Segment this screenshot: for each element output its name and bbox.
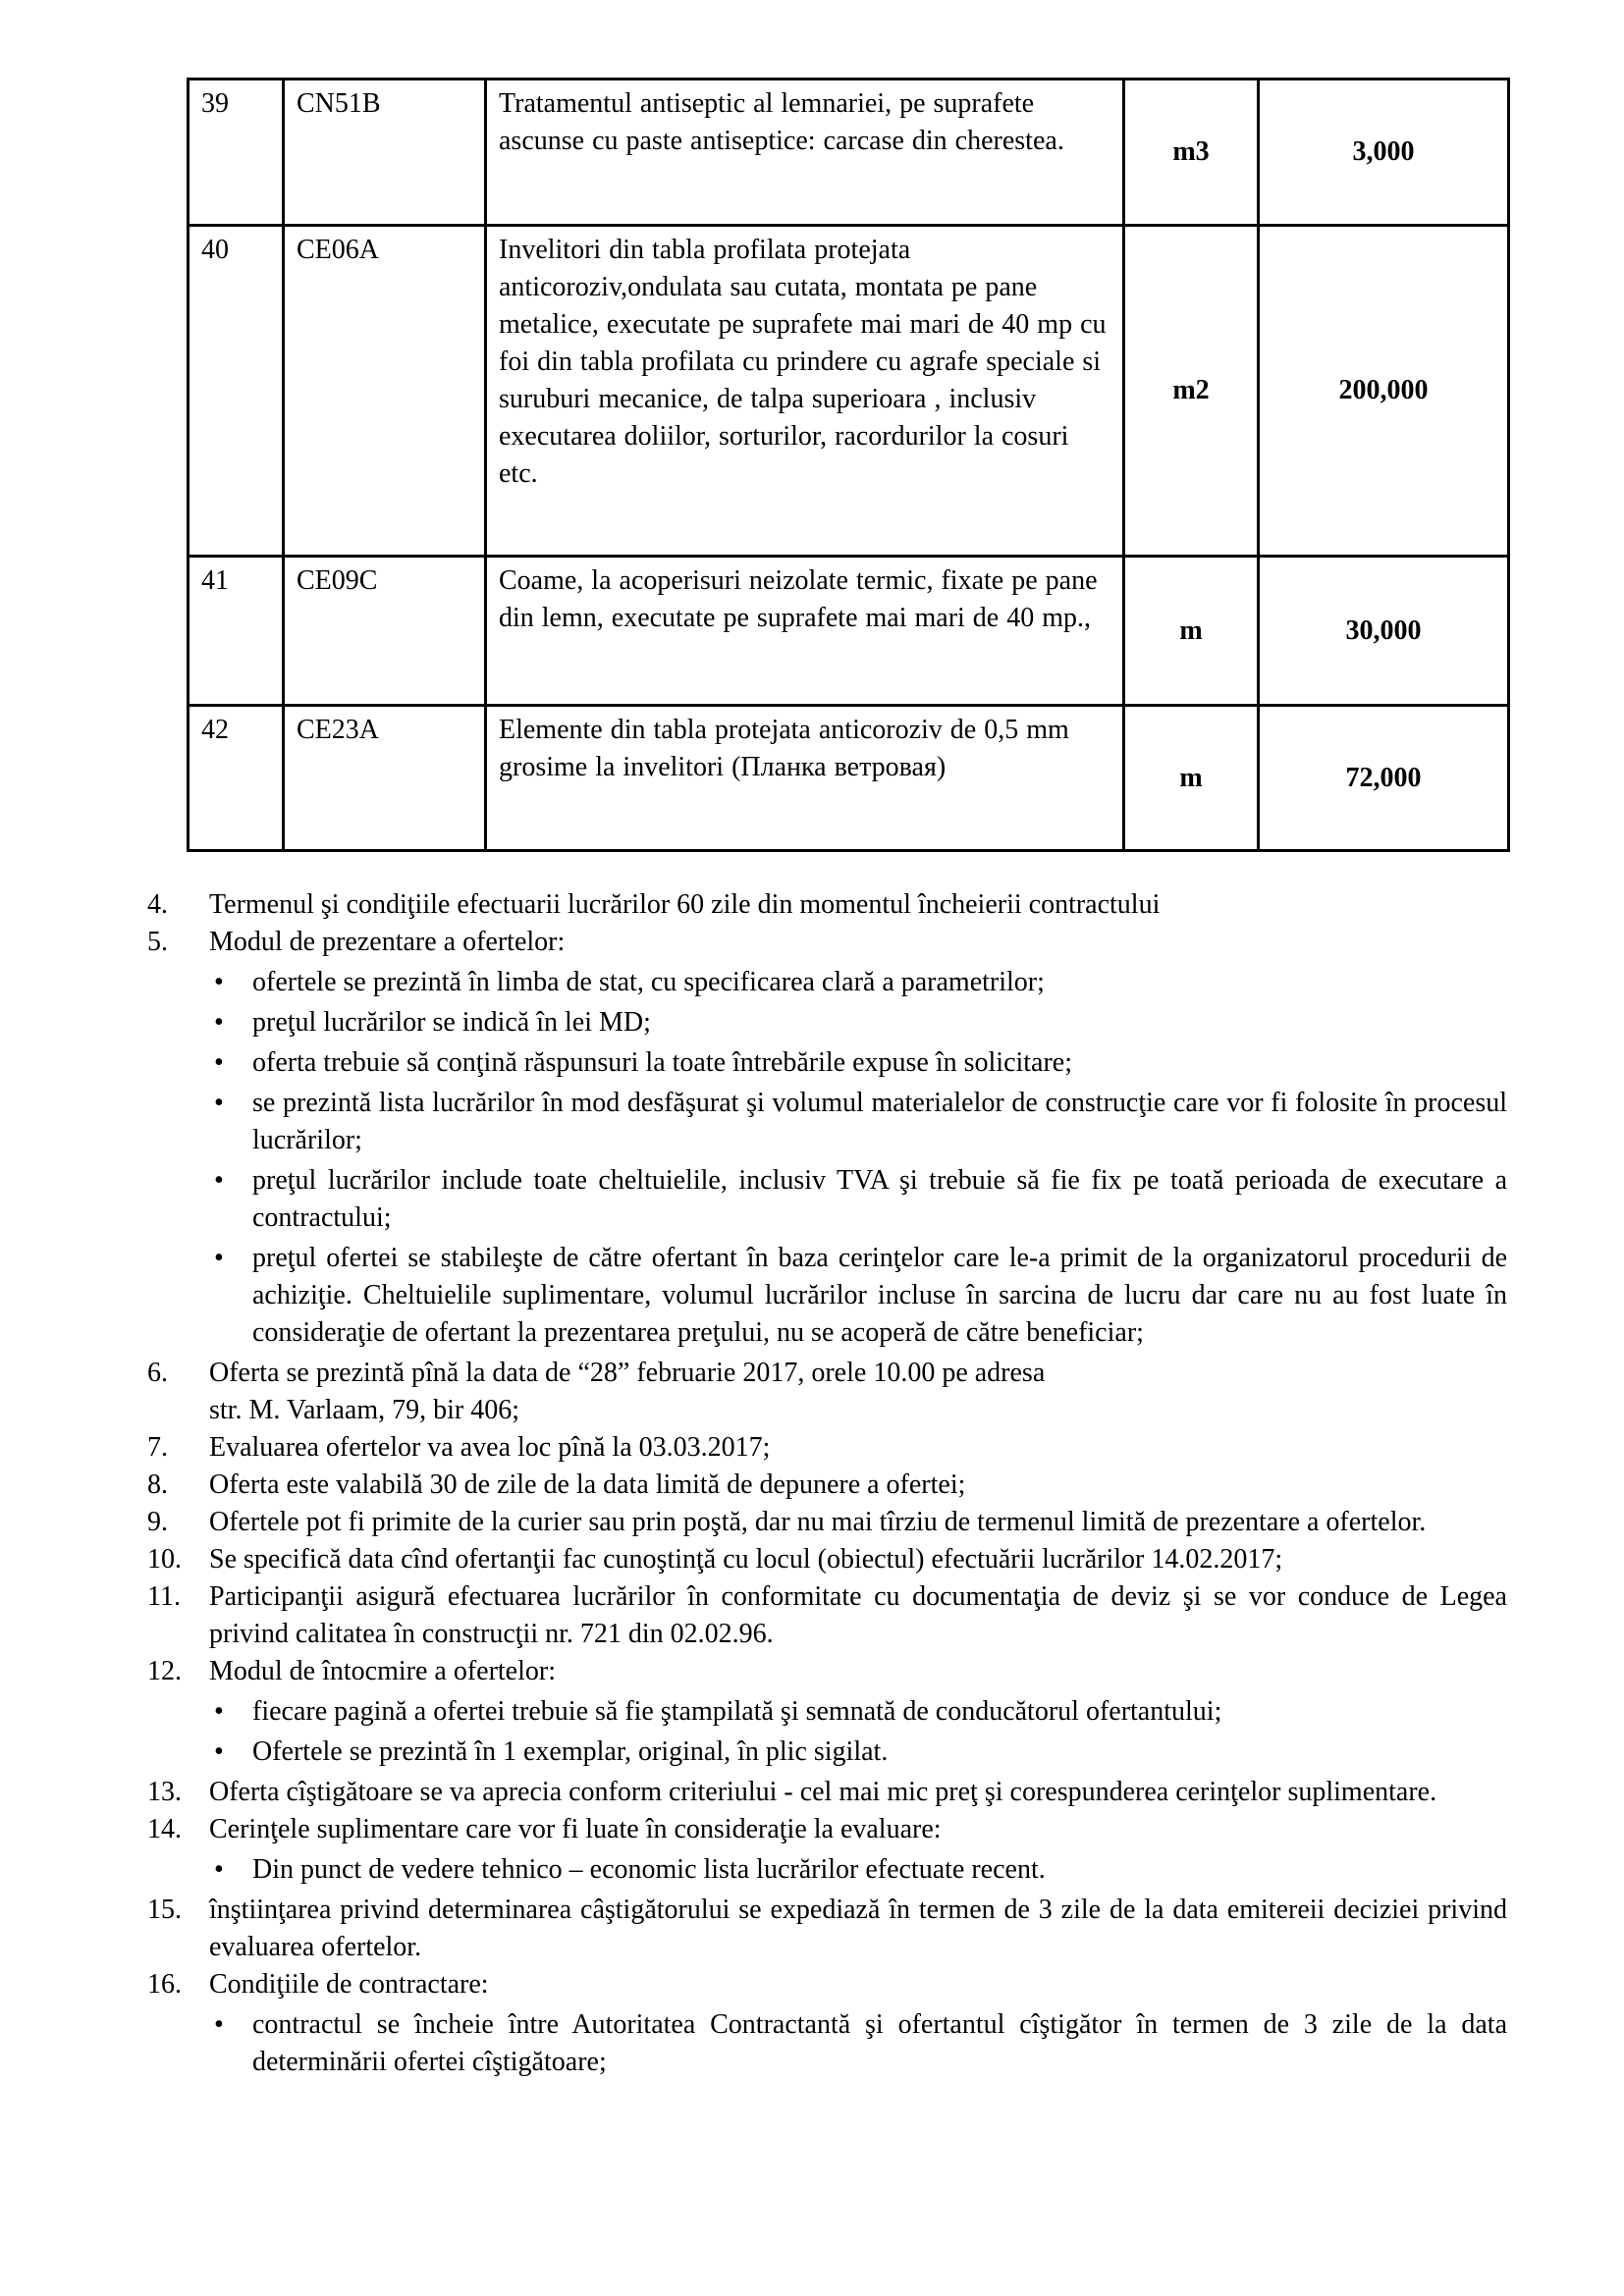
list-item-body <box>209 1467 1507 1504</box>
list-item <box>147 1541 1507 1578</box>
list-item-body <box>209 1892 1507 1966</box>
list-item <box>147 1429 1507 1467</box>
bullet-text: Ofertele se prezintă în 1 exemplar, original, în plic sigilat. <box>252 1736 889 1767</box>
list-item-number: 10. <box>147 1544 182 1575</box>
bullet-marker: • <box>214 1088 224 1118</box>
code-cell: CN51B <box>284 80 486 226</box>
list-item-text-line: Participanţii asigură efectuarea lucrărilor în conformitate cu documentaţia de deviz şi se vor conduce de Legea privind calitatea în construcţii nr. 721 din 02.02.96. <box>209 1581 1507 1649</box>
list-item-text-line: str. M. Varlaam, 79, bir 406; <box>209 1395 520 1425</box>
list-item-text-line: Condiţiile de contractare: <box>209 1969 489 2000</box>
bullet-marker: • <box>214 1854 224 1885</box>
list-item-body <box>209 1774 1507 1811</box>
list-item-number: 9. <box>147 1507 168 1537</box>
bullet-marker: • <box>214 1047 224 1078</box>
bullet-text: oferta trebuie să conţină răspunsuri la toate întrebările expuse în solicitare; <box>252 1047 1073 1078</box>
list-item-text-line: înştiinţarea privind determinarea câştigătorului se expediază în termen de 3 zile de la data emitereii deciziei privind evaluarea ofertelor. <box>209 1895 1507 1962</box>
bullet-marker: • <box>214 1736 224 1767</box>
works-table-body <box>189 80 1509 851</box>
bullet-marker: • <box>214 2009 224 2040</box>
list-item-text <box>209 1541 1507 1578</box>
bullet-text: fiecare pagină a ofertei trebuie să fie ştampilată şi semnată de conducătorul ofertantului; <box>252 1696 1222 1727</box>
list-item <box>147 1653 1507 1774</box>
row-number-cell: 39 <box>189 80 284 226</box>
list-item <box>147 1467 1507 1504</box>
list-item-body <box>209 1966 1507 2084</box>
list-item-text-line: Oferta este valabilă 30 de zile de la data limită de depunere a ofertei; <box>209 1469 966 1500</box>
bullet-item <box>209 1044 1507 1082</box>
code-cell: CE23A <box>284 706 486 851</box>
list-item <box>147 886 1507 924</box>
bullet-text: contractul se încheie între Autoritatea Contractantă şi ofertantul cîştigător în termen de 3 zile de la data determinării ofertei cîştigătoare; <box>252 2009 1507 2077</box>
list-item <box>147 1811 1507 1892</box>
bullet-text: preţul lucrărilor se indică în lei MD; <box>252 1007 651 1038</box>
bullet-marker: • <box>214 967 224 997</box>
quantity-cell: 200,000 <box>1259 226 1509 557</box>
table-row <box>189 557 1509 706</box>
list-item-text-line: Oferta se prezintă pînă la data de “28” februarie 2017, orele 10.00 pe adresa <box>209 1358 1046 1388</box>
bullet-text: ofertele se prezintă în limba de stat, cu specificarea clară a parametrilor; <box>252 967 1045 997</box>
bullet-item <box>209 1851 1507 1889</box>
list-item-body <box>209 1429 1507 1467</box>
bullet-text: preţul ofertei se stabileşte de către ofertant în baza cerinţelor care le-a primit de la organizatorul procedurii de achiziţie. Cheltuielile suplimentare, volumul lucrărilor incluse în sarcina de lucru dar care nu au fost luate în consideraţie de ofertant la prezentarea preţului, nu se acoperă de către beneficiar; <box>252 1243 1507 1348</box>
list-item-text <box>209 1578 1507 1653</box>
works-table <box>187 78 1510 852</box>
list-item-text <box>209 1467 1507 1504</box>
list-item-text-line: Oferta cîştigătoare se va aprecia conform criteriului - cel mai mic preţ şi corespunderea cerinţelor suplimentare. <box>209 1777 1437 1807</box>
bullet-item <box>209 1693 1507 1731</box>
list-item-text <box>209 1429 1507 1467</box>
list-item-number: 4. <box>147 889 168 920</box>
bullet-marker: • <box>214 1007 224 1038</box>
conditions-list <box>147 886 1507 2084</box>
bullet-item <box>209 964 1507 1001</box>
row-number-cell: 42 <box>189 706 284 851</box>
bullet-item <box>209 2006 1507 2081</box>
list-item-text <box>209 1811 1507 1848</box>
bullet-item <box>209 1240 1507 1352</box>
list-item-number: 7. <box>147 1432 168 1463</box>
list-item-text-line: Evaluarea ofertelor va avea loc pînă la 03.03.2017; <box>209 1432 771 1463</box>
list-item-text <box>209 1653 1507 1690</box>
list-item-number: 11. <box>147 1581 181 1612</box>
list-item-body <box>209 1653 1507 1774</box>
unit-cell: m2 <box>1124 226 1259 557</box>
list-item-number: 16. <box>147 1969 182 2000</box>
list-item-text-line: Modul de prezentare a ofertelor: <box>209 927 566 957</box>
row-number-cell: 40 <box>189 226 284 557</box>
list-item-body <box>209 886 1507 924</box>
bullet-item <box>209 1734 1507 1771</box>
list-item-text <box>209 886 1507 924</box>
list-item-text <box>209 924 1507 961</box>
bullet-text: Din punct de vedere tehnico – economic lista lucrărilor efectuate recent. <box>252 1854 1046 1885</box>
bullet-text: preţul lucrărilor include toate cheltuielile, inclusiv TVA şi trebuie să fie fix pe toată perioada de executare a contractului; <box>252 1165 1507 1233</box>
list-item-number: 15. <box>147 1895 182 1925</box>
list-item <box>147 1892 1507 1966</box>
list-item-text <box>209 1966 1507 2003</box>
list-item-text <box>209 1355 1507 1429</box>
list-item-body <box>209 1811 1507 1892</box>
list-item-number: 8. <box>147 1469 168 1500</box>
list-item-text-line: Modul de întocmire a ofertelor: <box>209 1656 556 1686</box>
list-item <box>147 1355 1507 1429</box>
list-item-text-line: Se specifică data cînd ofertanţii fac cunoştinţă cu locul (obiectul) efectuării lucrărilor 14.02.2017; <box>209 1544 1283 1575</box>
unit-cell: m3 <box>1124 80 1259 226</box>
list-item-text <box>209 1774 1507 1811</box>
description-cell: Coame, la acoperisuri neizolate termic, fixate pe pane din lemn, executate pe suprafete mai mari de 40 mp., <box>486 557 1124 706</box>
bullet-item <box>209 1162 1507 1237</box>
list-item <box>147 1578 1507 1653</box>
code-cell: CE09C <box>284 557 486 706</box>
list-item-body <box>209 1578 1507 1653</box>
row-number-cell: 41 <box>189 557 284 706</box>
table-row <box>189 706 1509 851</box>
bullet-marker: • <box>214 1696 224 1727</box>
bullet-item <box>209 1004 1507 1041</box>
bullet-marker: • <box>214 1243 224 1273</box>
list-item-number: 6. <box>147 1358 168 1388</box>
list-item-body <box>209 1541 1507 1578</box>
code-cell: CE06A <box>284 226 486 557</box>
list-item <box>147 924 1507 1355</box>
table-row <box>189 80 1509 226</box>
list-item-text-line: Termenul şi condiţiile efectuarii lucrărilor 60 zile din momentul încheierii contractului <box>209 889 1161 920</box>
list-item-text-line: Cerinţele suplimentare care vor fi luate în consideraţie la evaluare: <box>209 1814 942 1844</box>
quantity-cell: 30,000 <box>1259 557 1509 706</box>
unit-cell: m <box>1124 557 1259 706</box>
list-item-number: 12. <box>147 1656 182 1686</box>
description-cell: Tratamentul antiseptic al lemnariei, pe suprafete ascunse cu paste antiseptice: carcase din cherestea. <box>486 80 1124 226</box>
list-item-text <box>209 1892 1507 1966</box>
list-item <box>147 1774 1507 1811</box>
list-item-text <box>209 1504 1507 1541</box>
bullet-marker: • <box>214 1165 224 1196</box>
list-item-body <box>209 1355 1507 1429</box>
unit-cell: m <box>1124 706 1259 851</box>
quantity-cell: 72,000 <box>1259 706 1509 851</box>
description-cell: Elemente din tabla protejata anticoroziv de 0,5 mm grosime la invelitori (Планка ветровая) <box>486 706 1124 851</box>
list-item <box>147 1966 1507 2084</box>
description-cell: Invelitori din tabla profilata protejata anticoroziv,ondulata sau cutata, montata pe pane metalice, executate pe suprafete mai mari de 40 mp cu foi din tabla profilata cu prindere cu agrafe speciale si suruburi mecanice, de talpa superioara , inclusiv executarea doliilor, sorturilor, racordurilor la cosuri etc. <box>486 226 1124 557</box>
bullet-text: se prezintă lista lucrărilor în mod desfăşurat şi volumul materialelor de construcţie care vor fi folosite în procesul lucrărilor; <box>252 1088 1507 1155</box>
bullet-item <box>209 1085 1507 1159</box>
list-item-body <box>209 924 1507 1355</box>
list-item-number: 5. <box>147 927 168 957</box>
list-item-number: 14. <box>147 1814 182 1844</box>
list-item-body <box>209 1504 1507 1541</box>
list-item <box>147 1504 1507 1541</box>
table-row <box>189 226 1509 557</box>
quantity-cell: 3,000 <box>1259 80 1509 226</box>
list-item-number: 13. <box>147 1777 182 1807</box>
list-item-text-line: Ofertele pot fi primite de la curier sau prin poştă, dar nu mai tîrziu de termenul limită de prezentare a ofertelor. <box>209 1507 1427 1537</box>
